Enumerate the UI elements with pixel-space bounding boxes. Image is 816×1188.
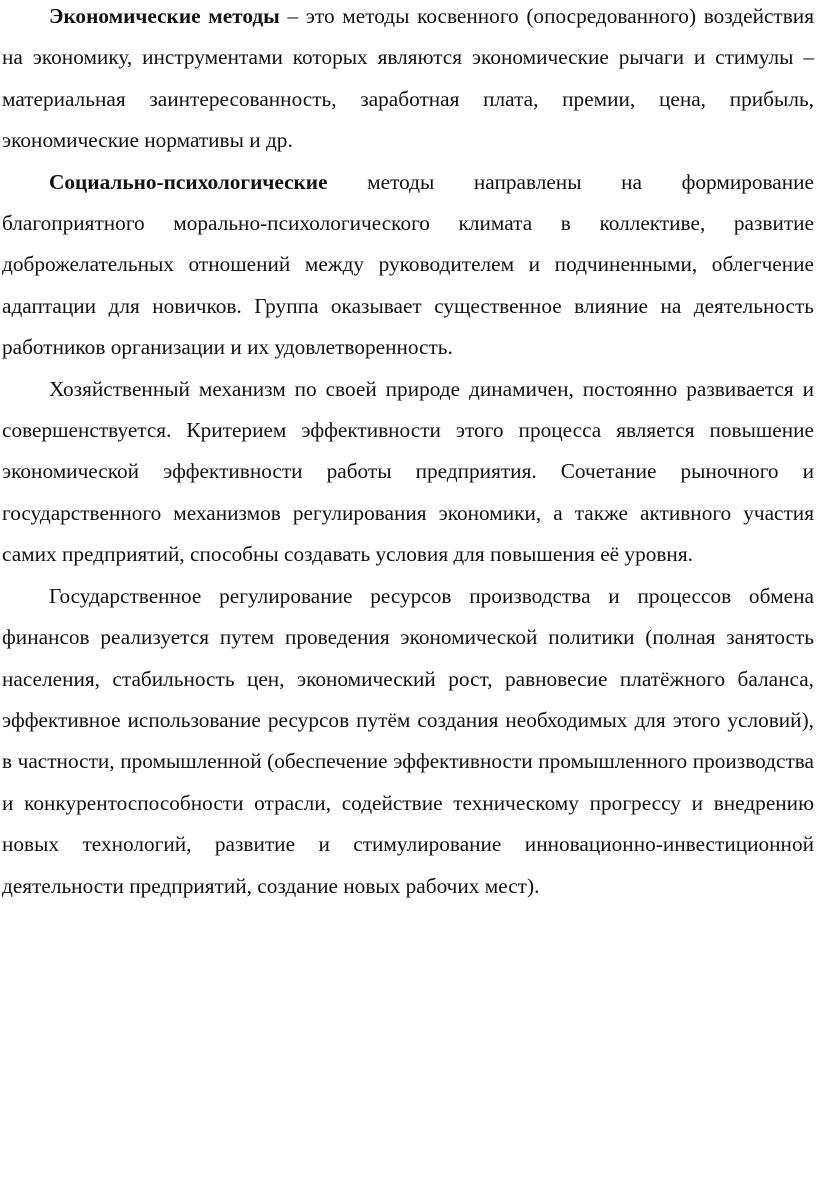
paragraph-text: Хозяйственный механизм по своей природе динамичен, постоянно развивается и совершенствуется. Критерием эффективности этого процесса является повышение экономической эффективности работы предприятия. Сочетание рыночного и государственного механизмов регулирования экономики, а также активного участия самих предприятий, способны создавать условия для повышения её уровня. [2,376,814,567]
paragraph-text: методы направлены на формирование благоприятного морально-психологического климата в коллективе, развитие доброжелательных отношений между руководителем и подчиненными, облегчение адаптации для новичков. Группа оказывает существенное влияние на деятельность работников организации и их удовлетворенность. [2,169,814,360]
paragraph-economic-mechanism [2,369,814,576]
paragraph-state-regulation [2,576,814,907]
term-socio-psychological: Социально-психологические [49,169,328,194]
paragraph-economic-methods [2,0,814,162]
paragraph-text: – это методы косвенного (опосредованного) воздействия на экономику, инструментами которых являются экономические рычаги и стимулы – материальная заинтересованность, заработная плата, премии, цена, прибыль, экономические нормативы и др. [2,4,814,153]
paragraph-socio-psychological-methods [2,162,814,369]
term-economic-methods: Экономические методы [49,4,280,28]
document-body [2,0,814,907]
paragraph-text: Государственное регулирование ресурсов производства и процессов обмена финансов реализуется путем проведения экономической политики (полная занятость населения, стабильность цен, экономический рост, равновесие платёжного баланса, эффективное использование ресурсов путём создания необходимых для этого условий), в частности, промышленной (обеспечение эффективности промышленного производства и конкурентоспособности отрасли, содействие техническому прогрессу и внедрению новых технологий, развитие и стимулирование инновационно-инвестиционной деятельности предприятий, создание новых рабочих мест). [2,583,814,898]
